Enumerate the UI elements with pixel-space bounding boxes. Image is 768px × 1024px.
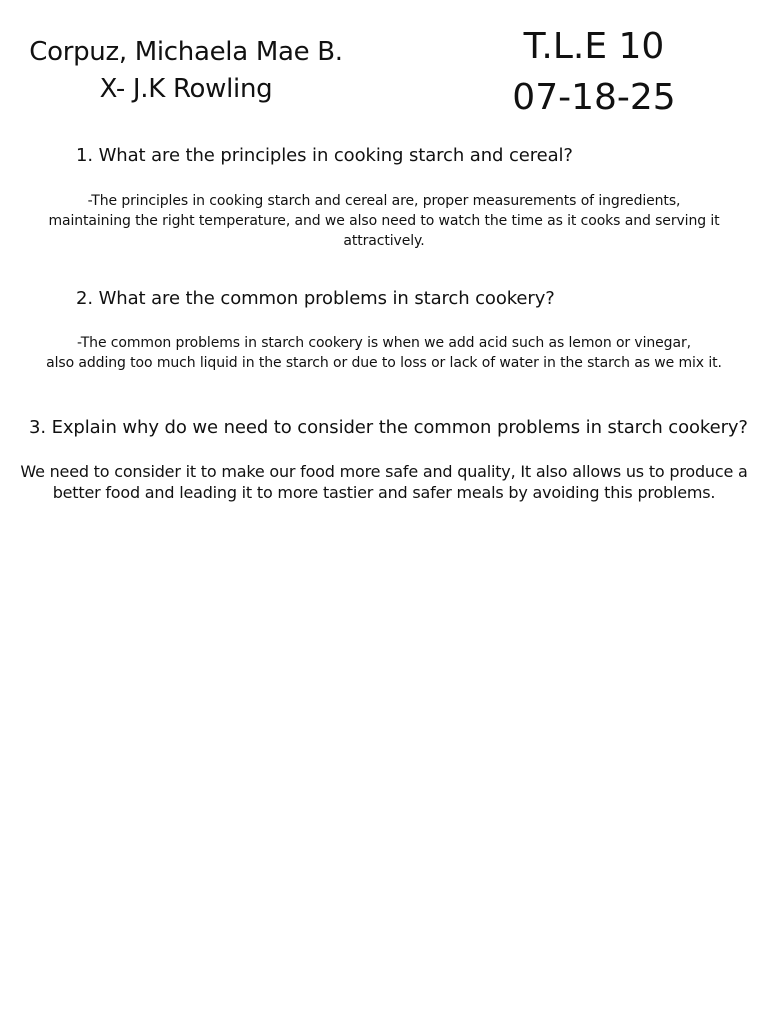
answer-3 — [14, 461, 754, 503]
question-3: 3. Explain why do we need to consider the common problems in starch cookery? — [29, 417, 748, 438]
question-1: 1. What are the principles in cooking starch and cereal? — [76, 145, 573, 166]
student-info — [0, 34, 372, 108]
date: 07-18-25 — [512, 77, 676, 118]
answer-1 — [14, 191, 754, 251]
class-section: X- J.K Rowling — [99, 74, 273, 104]
subject-info — [474, 24, 714, 126]
answer-3-line-2: better food and leading it to more tastier and safer meals by avoiding this problems. — [52, 483, 716, 502]
answer-1-line-1: -The principles in cooking starch and cereal are, proper measurements of ingredients, — [87, 193, 681, 209]
answer-1-line-2: maintaining the right temperature, and we also need to watch the time as it cooks and serving it — [48, 213, 720, 229]
answer-2 — [14, 333, 754, 373]
answer-1-line-3: attractively. — [343, 233, 425, 249]
answer-2-line-1: -The common problems in starch cookery is when we add acid such as lemon or vinegar, — [77, 335, 691, 351]
answer-2-line-2: also adding too much liquid in the starch or due to loss or lack of water in the starch as we mix it. — [46, 355, 722, 371]
subject-title: T.L.E 10 — [523, 26, 665, 67]
student-name: Corpuz, Michaela Mae B. — [29, 37, 343, 67]
answer-3-line-1: We need to consider it to make our food more safe and quality, It also allows us to produce a — [20, 462, 748, 481]
question-2: 2. What are the common problems in starch cookery? — [76, 288, 555, 309]
